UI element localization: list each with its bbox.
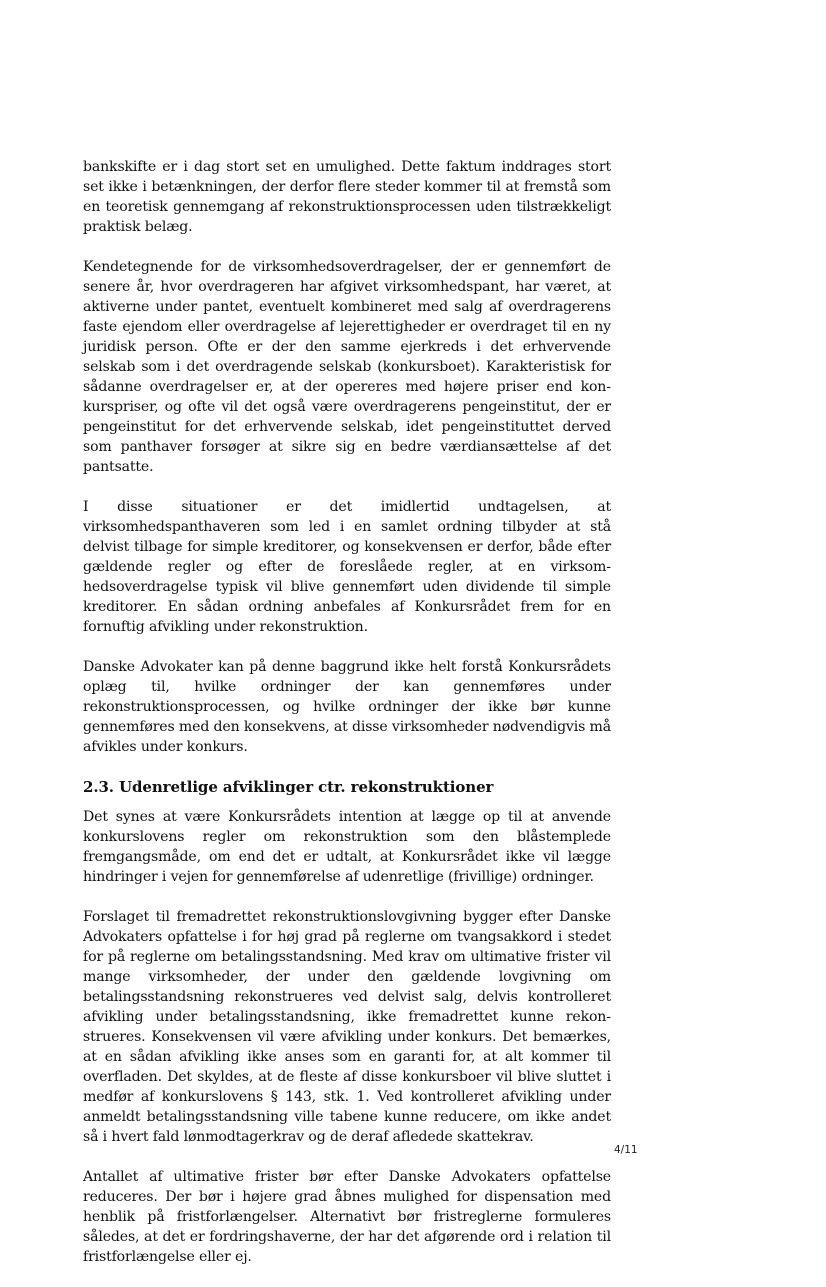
paragraph-situationer: I disse situationer er det imidlertid undtagelsen, at virksomhedspanthaveren som led i en samlet ordning tilbyder at stå delvist tilbage for simple kreditorer, og konsekvensen er derfor, både efter gældende regler og efter de foreslåede regler, at en virksomhedsoverdragelse typisk vil blive gennemført uden dividende til simple kreditorer. En sådan ordning anbefales af Konkursrådet frem for en fornuftig afvikling under rekonstruktion.	[83, 499, 611, 635]
paragraph-forslaget: Forslaget til fremadrettet rekonstruktionslovgivning bygger efter Danske Advokaters opfattelse i for høj grad på reglerne om tvangsakkord i stedet for på reglerne om betalingsstandsning. Med krav om ultimative frister vil mange virksomheder, der under den gældende lovgivning om betalingsstandsning rekonstrueres ved delvist salg, delvis kontrolleret afvikling under betalingsstandsning, ikke fremadrettet kunne rekonstrueres. Konsekvensen vil være afvikling under konkurs. Det bemærkes, at en sådan afvikling ikke anses som en garanti for, at alt kommer til overfladen. Det skyldes, at de fleste af disse konkursboer vil blive sluttet i medfør af konkurslovens § 143, stk. 1. Ved kontrolleret afvikling under anmeldt betalingsstandsning ville tabene kunne reducere, om ikke andet så i hvert fald lønmodtagerkrav og de deraf afledede skattekrav.	[83, 909, 611, 1145]
paragraph-bankskifte: bankskifte er i dag stort set en umulighed. Dette faktum inddrages stort set ikke i betænkningen, der derfor flere steder kommer til at fremstå som en teoretisk gennemgang af rekonstruktionsprocessen uden tilstrækkeligt praktisk belæg.	[83, 159, 611, 235]
paragraph-virksomhedsoverdragelser: Kendetegnende for de virksomhedsoverdragelser, der er gennemført de senere år, hvor overdrageren har afgivet virksomhedspant, har været, at aktiverne under pantet, eventuelt kombineret med salg af overdragerens faste ejendom eller overdragelse af lejerettigheder er overdraget til en ny juridisk person. Ofte er der den samme ejerkreds i det erhvervende selskab som i det overdragende selskab (konkursboet). Karakteristisk for sådanne overdragelser er, at der opereres med højere priser end konkurspriser, og ofte vil det også være overdragerens pengeinstitut, der er pengeinstitut for det erhvervende selskab, idet pengeinstituttet derved som panthaver forsøger at sikre sig en bedre værdiansættelse af det pantsatte.	[83, 259, 611, 475]
paragraph-ultimative-frister: Antallet af ultimative frister bør efter Danske Advokaters opfattelse reduceres. Der bør i højere grad åbnes mulighed for dispensation med henblik på fristforlængelser. Alternativt bør fristreglerne formuleres således, at det er fordringshaverne, der har det afgørende ord i relation til fristforlængelse eller ej.	[83, 1169, 611, 1265]
page-number: 4/11	[614, 1144, 638, 1156]
section-heading: 2.3. Udenretlige afviklinger ctr. rekonstruktioner	[83, 778, 494, 796]
paragraph-konkursraadets-intention: Det synes at være Konkursrådets intention at lægge op til at anvende konkurslovens regler om rekonstruktion som den blåstemplede fremgangsmåde, om end det er udtalt, at Konkursrådet ikke vil lægge hindringer i vejen for gennemførelse af udenretlige (frivillige) ordninger.	[83, 809, 611, 885]
paragraph-danske-advokater-oplaeg: Danske Advokater kan på denne baggrund ikke helt forstå Konkursrådets oplæg til, hvilke ordninger der kan gennemføres under rekonstruktionsprocessen, og hvilke ordninger der ikke bør kunne gennemføres med den konsekvens, at disse virksomheder nødvendigvis må afvikles under konkurs.	[83, 659, 611, 755]
page-content	[83, 157, 611, 1287]
